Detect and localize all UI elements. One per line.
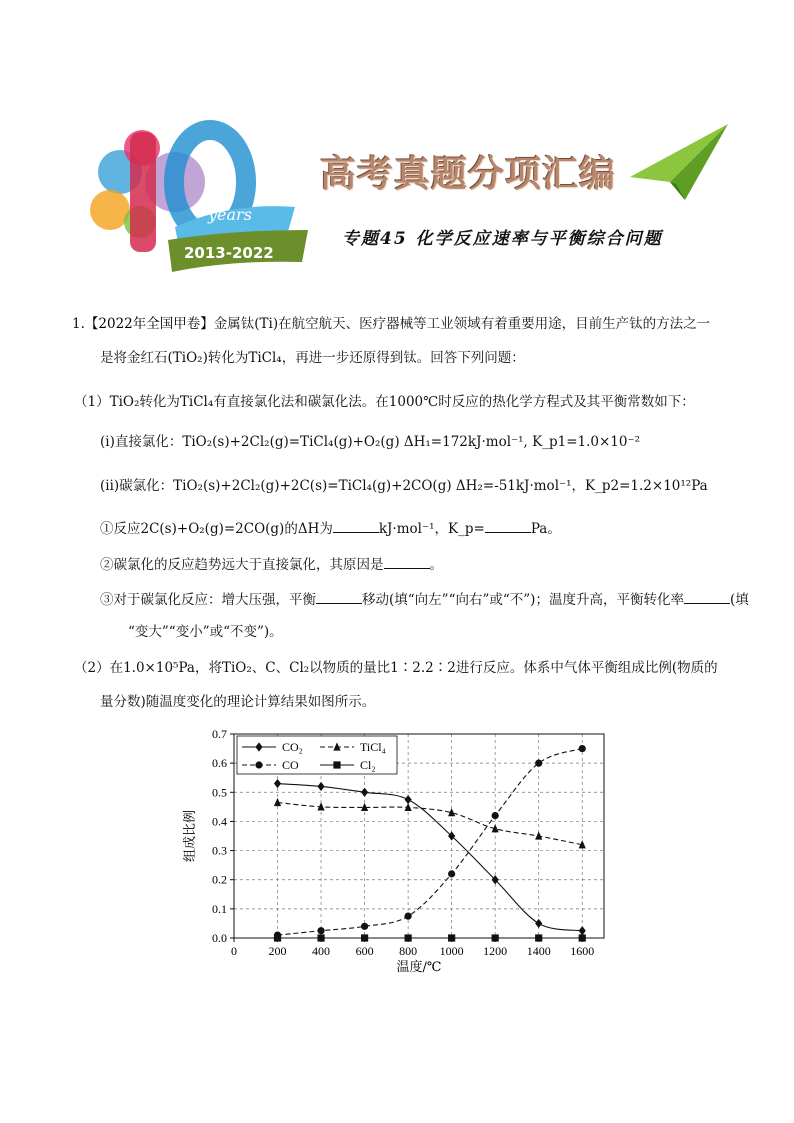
data-point xyxy=(405,913,412,920)
legend-label: CO xyxy=(282,758,299,772)
data-point xyxy=(317,782,324,791)
data-point xyxy=(361,923,368,930)
data-point xyxy=(405,795,412,804)
x-tick-label: 600 xyxy=(355,944,374,958)
answer-blank[interactable] xyxy=(333,520,379,533)
data-point xyxy=(405,934,412,941)
paper-plane-icon xyxy=(630,122,730,202)
part1-heading: （1）TiO₂转化为TiCl₄有直接氯化法和碳氯化法。在1000℃时反应的热化学方程式及其平衡常数如下： xyxy=(74,394,695,410)
question-intro-line1 xyxy=(72,314,752,334)
equation-direct: (ⅰ)直接氯化：TiO₂(s)+2Cl₂(g)=TiCl₄(g)+O₂(g) ΔH₁=172kJ·mol⁻¹, K_p1=1.0×10⁻² xyxy=(100,434,641,450)
y-tick-label: 0.7 xyxy=(212,727,227,741)
x-tick-label: 200 xyxy=(268,944,287,958)
y-tick-label: 0.6 xyxy=(212,756,227,771)
y-tick-label: 0.2 xyxy=(212,872,227,887)
y-tick-label: 0.1 xyxy=(212,901,227,916)
legend-label: TiCl₄ xyxy=(360,740,386,754)
data-point xyxy=(492,934,499,941)
legend-label: CO₂ xyxy=(282,740,303,754)
y-tick-label: 0.3 xyxy=(212,843,227,858)
header-banner xyxy=(80,112,720,272)
question-intro-a: 金属钛(Ti)在航空航天、医疗器械等工业领域有着重要用途，目前生产钛的方法之一 xyxy=(213,316,711,332)
question-source: 【2022年全国甲卷】 xyxy=(84,316,214,332)
question-number: 1. xyxy=(72,316,85,332)
badge-range-text: 2013-2022 xyxy=(184,244,274,262)
question-intro-line2: 是将金红石(TiO₂)转化为TiCl₄，再进一步还原得到钛。回答下列问题： xyxy=(100,350,525,366)
series-line xyxy=(278,749,583,936)
topic-subtitle: 专题45 化学反应速率与平衡综合问题 xyxy=(342,229,663,249)
y-tick-label: 0.4 xyxy=(212,814,227,829)
data-point xyxy=(274,798,281,806)
x-axis-label: 温度/℃ xyxy=(396,960,442,975)
legend-label: Cl₂ xyxy=(360,758,376,772)
data-point xyxy=(317,934,324,941)
legend-marker xyxy=(255,761,262,768)
data-point xyxy=(579,926,586,935)
data-point xyxy=(535,831,542,839)
y-tick-label: 0.0 xyxy=(212,931,227,945)
x-tick-label: 1400 xyxy=(526,944,551,958)
data-point xyxy=(274,779,281,788)
part2-line2: 量分数)随温度变化的理论计算结果如图所示。 xyxy=(100,694,376,710)
series-title: 高考真题分项汇编 xyxy=(320,153,617,195)
legend-marker xyxy=(333,761,340,768)
part2-line1: （2）在1.0×10⁵Pa，将TiO₂、C、Cl₂以物质的量比1∶2.2∶2进行反应。体系中气体平衡组成比例(物质的 xyxy=(74,660,718,676)
subquestion-3-cont: “变大”“变小”或“不变”)。 xyxy=(128,624,283,640)
answer-blank[interactable] xyxy=(316,591,362,604)
y-tick-label: 0.5 xyxy=(212,785,227,800)
x-tick-label: 0 xyxy=(231,944,237,958)
subquestion-3: ③对于碳氯化反应：增大压强，平衡 移动(填“向左”“向右”或“不”)；温度升高，平衡转化率 (填 xyxy=(100,592,749,608)
answer-blank[interactable] xyxy=(684,591,730,604)
subquestion-2: ②碳氯化的反应趋势远大于直接氯化，其原因是 。 xyxy=(100,557,443,573)
data-point xyxy=(535,760,542,767)
ten-years-logo xyxy=(80,112,340,272)
badge-years-text: years xyxy=(208,205,252,224)
equilibrium-composition-chart xyxy=(180,722,620,992)
data-point xyxy=(448,870,455,877)
data-point xyxy=(535,919,542,928)
answer-blank[interactable] xyxy=(485,520,531,533)
data-point xyxy=(361,788,368,797)
y-axis-label: 组成比例 xyxy=(183,809,198,863)
x-tick-label: 400 xyxy=(312,944,331,958)
data-point xyxy=(274,934,281,941)
x-tick-label: 1200 xyxy=(483,944,508,958)
data-point xyxy=(448,831,455,840)
equation-carbochlorination: (ⅱ)碳氯化：TiO₂(s)+2Cl₂(g)+2C(s)=TiCl₄(g)+2CO(g) ΔH₂=-51kJ·mol⁻¹，K_p2=1.2×10¹²Pa xyxy=(100,478,708,494)
data-point xyxy=(535,934,542,941)
answer-blank[interactable] xyxy=(384,556,430,569)
subquestion-1: ①反应2C(s)+O₂(g)=2CO(g)的ΔH为 kJ·mol⁻¹，K_p= Pa。 xyxy=(100,521,561,537)
data-point xyxy=(448,934,455,941)
x-tick-label: 800 xyxy=(399,944,418,958)
data-point xyxy=(579,934,586,941)
data-point xyxy=(361,934,368,941)
x-tick-label: 1600 xyxy=(570,944,595,958)
data-point xyxy=(317,927,324,934)
data-point xyxy=(492,812,499,819)
data-point xyxy=(579,745,586,752)
x-tick-label: 1000 xyxy=(439,944,464,958)
